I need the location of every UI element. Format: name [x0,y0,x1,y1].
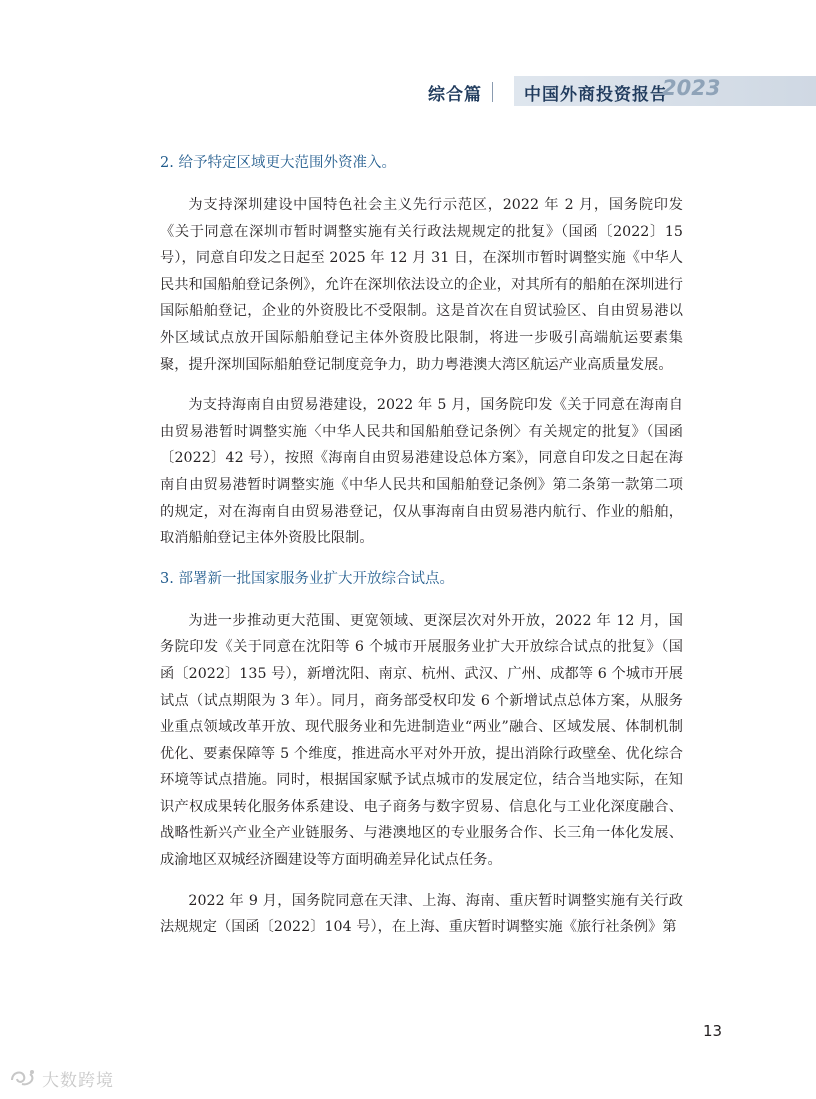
brand-swirl-icon [8,1066,38,1090]
watermark-text: 大数跨境 [42,1070,114,1091]
paragraph-1: 为支持深圳建设中国特色社会主义先行示范区，2022 年 2 月，国务院印发《关于同意在深圳市暂时调整实施有关行政法规规定的批复》（国函〔2022〕15 号），同意自印发之日起至 2025 年 12 月 31 日，在深圳市暂时调整实施《中华人民共和国船舶登记条例》，允许在深圳依法设立的企业，对其所有的船舶在深圳进行国际船舶登记，企业的外资股比不受限制。这是首次在自贸试验区、自由贸易港以外区域试点放开国际船舶登记主体外资股比限制，将进一步吸引高端航运要素集聚，提升深圳国际船舶登记制度竞争力，助力粤港澳大湾区航运产业高质量发展。 [160,197,683,373]
paragraph-4: 2022 年 9 月，国务院同意在天津、上海、海南、重庆暂时调整实施有关行政法规规定（国函〔2022〕104 号），在上海、重庆暂时调整实施《旅行社条例》第 [160,892,683,936]
header-divider [492,82,493,102]
page-header [0,76,816,106]
report-year: 2023 [662,76,721,100]
section-heading-2: 2. 给予特定区域更大范围外资准入。 [160,155,396,171]
section-label: 综合篇 [428,85,482,105]
page-number: 13 [703,1022,723,1040]
paragraph-3: 为进一步推动更大范围、更宽领域、更深层次对外开放，2022 年 12 月，国务院印发《关于同意在沈阳等 6 个城市开展服务业扩大开放综合试点的批复》（国函〔2022〕135 号），新增沈阳、南京、杭州、武汉、广州、成都等 6 个城市开展试点（试点期限为 3 年）。同月，商务部受权印发 6 个新增试点总体方案，从服务业重点领域改革开放、现代服务业和先进制造业“两业”融合、区域发展、体制机制优化、要素保障等 5 个维度，推进高水平对外开放，提出消除行政壁垒、优化综合环境等试点措施。同时，根据国家赋予试点城市的发展定位，结合当地实际，在知识产权成果转化服务体系建设、电子商务与数字贸易、信息化与工业化深度融合、战略性新兴产业全产业链服务、与港澳地区的专业服务合作、长三角一体化发展、成渝地区双城经济圈建设等方面明确差异化试点任务。 [160,612,683,869]
watermark [8,1064,114,1092]
section-heading-3: 3. 部署新一批国家服务业扩大开放综合试点。 [160,570,454,587]
report-title-banner [514,76,816,106]
paragraph-2: 为支持海南自由贸易港建设，2022 年 5 月，国务院印发《关于同意在海南自由贸易港暂时调整实施〈中华人民共和国船舶登记条例〉有关规定的批复》（国函〔2022〕42 号），按照《海南自由贸易港建设总体方案》，同意自印发之日起在海南自由贸易港暂时调整实施《中华人民共和国船舶登记条例》第二条第一款第二项的规定，对在海南自由贸易港登记，仅从事海南自由贸易港内航行、作业的船舶，取消船舶登记主体外资股比限制。 [160,397,683,547]
report-title: 中国外商投资报告 [524,85,668,105]
page-body [160,150,683,941]
